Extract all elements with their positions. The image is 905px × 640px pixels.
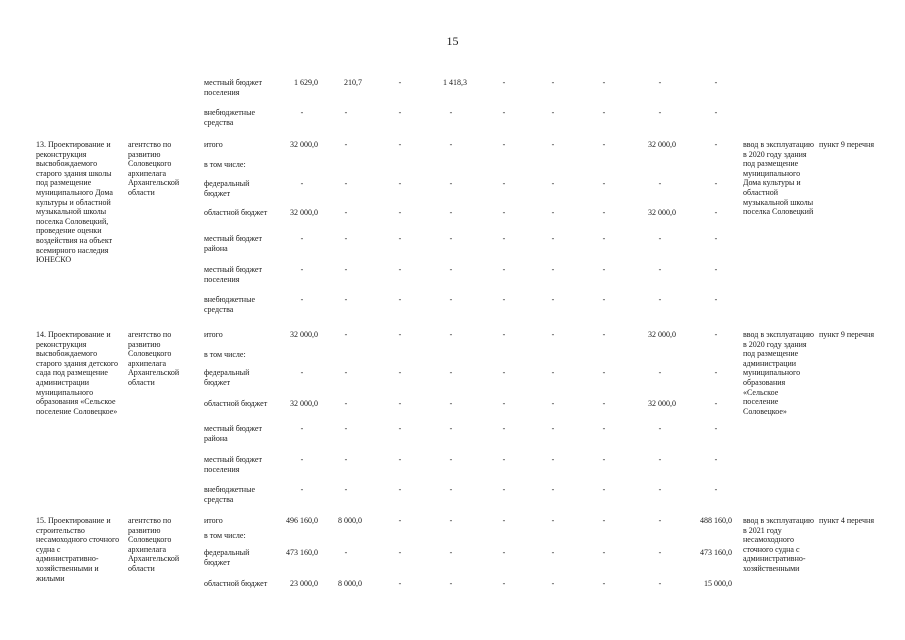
empty-cell: - — [398, 516, 402, 525]
empty-cell: - — [551, 265, 555, 274]
funding-source: итого — [204, 516, 223, 525]
empty-cell: - — [449, 424, 453, 433]
empty-cell: - — [714, 234, 718, 243]
empty-cell: - — [602, 295, 606, 304]
amount-cell: 32 000,0 — [648, 208, 676, 217]
amount-cell: 15 000,0 — [704, 579, 732, 588]
empty-cell: - — [398, 234, 402, 243]
empty-cell: - — [344, 399, 348, 408]
empty-cell: - — [551, 368, 555, 377]
empty-cell: - — [602, 265, 606, 274]
empty-cell: - — [449, 295, 453, 304]
empty-cell: - — [502, 399, 506, 408]
executor: агентство по развитию Соловецкого архипелага Архангельской области — [128, 330, 180, 387]
empty-cell: - — [449, 208, 453, 217]
empty-cell: - — [551, 78, 555, 87]
empty-cell: - — [658, 579, 662, 588]
funding-source: федеральный бюджет — [204, 548, 250, 567]
amount-cell: 32 000,0 — [648, 140, 676, 149]
funding-source: местный бюджет района — [204, 424, 262, 443]
empty-cell: - — [449, 368, 453, 377]
empty-cell: - — [502, 295, 506, 304]
empty-cell: - — [551, 399, 555, 408]
empty-cell: - — [551, 295, 555, 304]
empty-cell: - — [714, 455, 718, 464]
empty-cell: - — [344, 265, 348, 274]
empty-cell: - — [602, 78, 606, 87]
empty-cell: - — [551, 108, 555, 117]
funding-source: местный бюджет поселения — [204, 78, 262, 97]
empty-cell: - — [449, 399, 453, 408]
empty-cell: - — [398, 208, 402, 217]
funding-source: итого — [204, 140, 223, 149]
funding-source: областной бюджет — [204, 579, 268, 588]
empty-cell: - — [344, 179, 348, 188]
empty-cell: - — [300, 368, 304, 377]
empty-cell: - — [502, 485, 506, 494]
empty-cell: - — [602, 485, 606, 494]
empty-cell: - — [714, 368, 718, 377]
amount-cell: 210,7 — [344, 78, 362, 87]
empty-cell: - — [551, 485, 555, 494]
empty-cell: - — [658, 78, 662, 87]
empty-cell: - — [300, 265, 304, 274]
empty-cell: - — [502, 179, 506, 188]
empty-cell: - — [602, 399, 606, 408]
amount-cell: 473 160,0 — [700, 548, 732, 557]
empty-cell: - — [714, 424, 718, 433]
funding-source: местный бюджет поселения — [204, 265, 262, 284]
empty-cell: - — [344, 140, 348, 149]
empty-cell: - — [714, 399, 718, 408]
amount-cell: 23 000,0 — [290, 579, 318, 588]
empty-cell: - — [551, 455, 555, 464]
empty-cell: - — [658, 234, 662, 243]
empty-cell: - — [602, 424, 606, 433]
empty-cell: - — [551, 424, 555, 433]
empty-cell: - — [398, 108, 402, 117]
empty-cell: - — [502, 455, 506, 464]
funding-source: федеральный бюджет — [204, 368, 250, 387]
amount-cell: 32 000,0 — [290, 330, 318, 339]
list-reference: пункт 4 перечня — [819, 516, 875, 525]
funding-source: местный бюджет поселения — [204, 455, 262, 474]
empty-cell: - — [658, 455, 662, 464]
empty-cell: - — [551, 208, 555, 217]
funding-source: областной бюджет — [204, 399, 268, 408]
empty-cell: - — [602, 516, 606, 525]
expected-result: ввод в эксплуатацию в 2021 году несамоходного сточного судна с административно-хозяйственными — [743, 516, 814, 573]
empty-cell: - — [551, 579, 555, 588]
funding-source: внебюджетные средства — [204, 108, 255, 127]
empty-cell: - — [602, 140, 606, 149]
empty-cell: - — [551, 548, 555, 557]
empty-cell: - — [502, 516, 506, 525]
empty-cell: - — [658, 424, 662, 433]
empty-cell: - — [658, 548, 662, 557]
empty-cell: - — [344, 330, 348, 339]
empty-cell: - — [300, 108, 304, 117]
empty-cell: - — [449, 516, 453, 525]
empty-cell: - — [658, 179, 662, 188]
empty-cell: - — [502, 368, 506, 377]
empty-cell: - — [502, 234, 506, 243]
empty-cell: - — [551, 234, 555, 243]
empty-cell: - — [658, 368, 662, 377]
empty-cell: - — [449, 179, 453, 188]
amount-cell: 32 000,0 — [290, 208, 318, 217]
empty-cell: - — [551, 179, 555, 188]
list-reference: пункт 9 перечня — [819, 330, 875, 339]
empty-cell: - — [344, 424, 348, 433]
empty-cell: - — [398, 295, 402, 304]
empty-cell: - — [398, 368, 402, 377]
empty-cell: - — [398, 424, 402, 433]
expected-result: ввод в эксплуатацию в 2020 году здания под размещение муниципального Дома культуры и областной музыкальной школы поселка Соловецкий — [743, 140, 814, 217]
empty-cell: - — [658, 516, 662, 525]
funding-source: в том числе: — [204, 531, 246, 540]
amount-cell: 488 160,0 — [700, 516, 732, 525]
empty-cell: - — [344, 455, 348, 464]
empty-cell: - — [658, 108, 662, 117]
empty-cell: - — [658, 265, 662, 274]
empty-cell: - — [300, 234, 304, 243]
funding-source: местный бюджет района — [204, 234, 262, 253]
empty-cell: - — [714, 140, 718, 149]
empty-cell: - — [449, 579, 453, 588]
empty-cell: - — [602, 208, 606, 217]
empty-cell: - — [502, 78, 506, 87]
amount-cell: 1 629,0 — [294, 78, 318, 87]
executor: агентство по развитию Соловецкого архипелага Архангельской области — [128, 140, 180, 197]
empty-cell: - — [602, 179, 606, 188]
amount-cell: 32 000,0 — [290, 140, 318, 149]
empty-cell: - — [602, 108, 606, 117]
empty-cell: - — [398, 330, 402, 339]
amount-cell: 496 160,0 — [286, 516, 318, 525]
empty-cell: - — [602, 455, 606, 464]
list-reference: пункт 9 перечня — [819, 140, 875, 149]
empty-cell: - — [449, 234, 453, 243]
empty-cell: - — [551, 516, 555, 525]
funding-source: внебюджетные средства — [204, 295, 255, 314]
empty-cell: - — [602, 579, 606, 588]
empty-cell: - — [449, 548, 453, 557]
empty-cell: - — [344, 234, 348, 243]
amount-cell: 32 000,0 — [290, 399, 318, 408]
empty-cell: - — [714, 108, 718, 117]
empty-cell: - — [551, 140, 555, 149]
empty-cell: - — [714, 330, 718, 339]
event-name: 13. Проектирование и реконструкция высвобождаемого старого здания школы под размещение муниципального Дома культуры и областной музыкальной школы поселка Соловецкий, проведение оценки воздействия на объект всемирного наследия ЮНЕСКО — [36, 140, 113, 265]
amount-cell: 8 000,0 — [338, 579, 362, 588]
empty-cell: - — [344, 485, 348, 494]
empty-cell: - — [300, 424, 304, 433]
empty-cell: - — [398, 455, 402, 464]
empty-cell: - — [602, 330, 606, 339]
empty-cell: - — [602, 548, 606, 557]
funding-source: в том числе: — [204, 350, 246, 359]
empty-cell: - — [300, 455, 304, 464]
empty-cell: - — [398, 579, 402, 588]
funding-source: федеральный бюджет — [204, 179, 250, 198]
empty-cell: - — [502, 424, 506, 433]
empty-cell: - — [449, 140, 453, 149]
empty-cell: - — [502, 265, 506, 274]
empty-cell: - — [398, 265, 402, 274]
empty-cell: - — [714, 179, 718, 188]
empty-cell: - — [300, 179, 304, 188]
empty-cell: - — [502, 140, 506, 149]
empty-cell: - — [449, 485, 453, 494]
empty-cell: - — [300, 295, 304, 304]
empty-cell: - — [714, 208, 718, 217]
empty-cell: - — [551, 330, 555, 339]
empty-cell: - — [714, 295, 718, 304]
empty-cell: - — [658, 295, 662, 304]
empty-cell: - — [398, 78, 402, 87]
empty-cell: - — [602, 368, 606, 377]
empty-cell: - — [502, 208, 506, 217]
amount-cell: 473 160,0 — [286, 548, 318, 557]
empty-cell: - — [344, 295, 348, 304]
empty-cell: - — [398, 179, 402, 188]
empty-cell: - — [714, 485, 718, 494]
empty-cell: - — [658, 485, 662, 494]
empty-cell: - — [344, 108, 348, 117]
expected-result: ввод в эксплуатацию в 2020 году здания под размещение администрации муниципального образования «Сельское поселение Соловецкое» — [743, 330, 814, 416]
empty-cell: - — [449, 265, 453, 274]
amount-cell: 1 418,3 — [443, 78, 467, 87]
empty-cell: - — [398, 485, 402, 494]
amount-cell: 8 000,0 — [338, 516, 362, 525]
empty-cell: - — [714, 78, 718, 87]
empty-cell: - — [502, 579, 506, 588]
event-name: 14. Проектирование и реконструкция высвобождаемого старого здания детского сада под размещение администрации муниципального образования «Сельское поселение Соловецкое» — [36, 330, 118, 416]
empty-cell: - — [344, 368, 348, 377]
event-name: 15. Проектирование и строительство несамоходного сточного судна с административно-хозяйственными и жилыми — [36, 516, 120, 583]
empty-cell: - — [502, 330, 506, 339]
empty-cell: - — [398, 548, 402, 557]
funding-source: внебюджетные средства — [204, 485, 255, 504]
empty-cell: - — [398, 399, 402, 408]
empty-cell: - — [502, 548, 506, 557]
empty-cell: - — [502, 108, 506, 117]
amount-cell: 32 000,0 — [648, 330, 676, 339]
funding-source: итого — [204, 330, 223, 339]
empty-cell: - — [449, 330, 453, 339]
funding-source: в том числе: — [204, 160, 246, 169]
amount-cell: 32 000,0 — [648, 399, 676, 408]
empty-cell: - — [714, 265, 718, 274]
executor: агентство по развитию Соловецкого архипелага Архангельской области — [128, 516, 180, 573]
page-number: 15 — [446, 34, 459, 48]
empty-cell: - — [602, 234, 606, 243]
empty-cell: - — [449, 108, 453, 117]
empty-cell: - — [344, 208, 348, 217]
funding-source: областной бюджет — [204, 208, 268, 217]
empty-cell: - — [344, 548, 348, 557]
empty-cell: - — [449, 455, 453, 464]
empty-cell: - — [300, 485, 304, 494]
empty-cell: - — [398, 140, 402, 149]
